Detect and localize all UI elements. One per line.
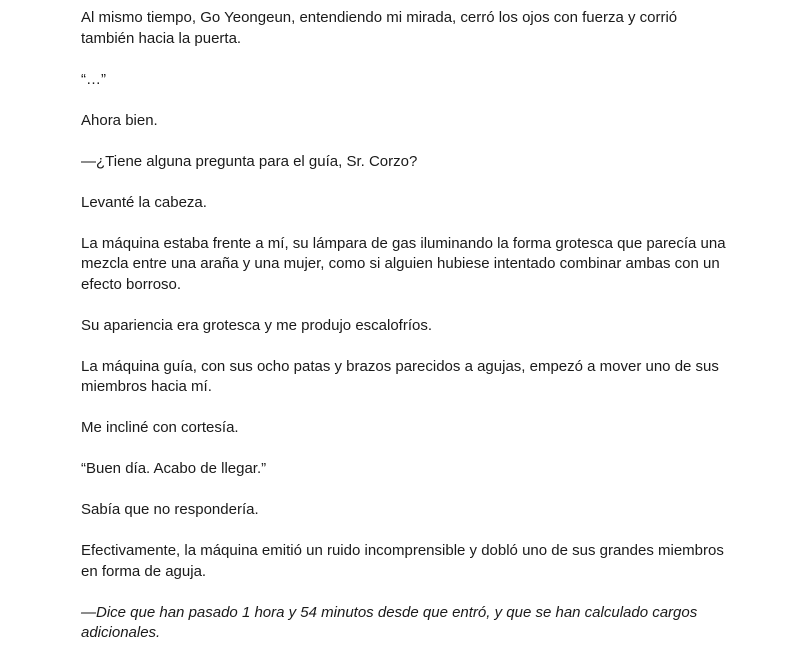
paragraph: “…”	[81, 70, 106, 88]
paragraph: Efectivamente, la máquina emitió un ruido incomprensible y dobló uno de sus grandes miembros en forma de aguja.	[81, 542, 724, 580]
document-body	[81, 8, 731, 664]
paragraph-italic: —Dice que han pasado 1 hora y 54 minutos desde que entró, y que se han calculado cargos adicionales.	[81, 603, 698, 641]
paragraph: La máquina estaba frente a mí, su lámpara de gas iluminando la forma grotesca que parecía una mezcla entre una araña y una mujer, como si alguien hubiese intentado combinar ambas con un efecto borroso.	[81, 234, 726, 293]
paragraph: Al mismo tiempo, Go Yeongeun, entendiendo mi mirada, cerró los ojos con fuerza y corrió también hacia la puerta.	[81, 9, 678, 47]
paragraph: La máquina guía, con sus ocho patas y brazos parecidos a agujas, empezó a mover uno de sus miembros hacia mí.	[81, 357, 719, 395]
paragraph: Me incliné con cortesía.	[81, 419, 239, 436]
paragraph: —¿Tiene alguna pregunta para el guía, Sr. Corzo?	[81, 152, 418, 170]
paragraph: “Buen día. Acabo de llegar.”	[81, 460, 267, 477]
paragraph: Su apariencia era grotesca y me produjo escalofríos.	[81, 316, 433, 334]
paragraph: Ahora bien.	[81, 111, 158, 129]
paragraph: Sabía que no respondería.	[81, 501, 259, 518]
paragraph: Levanté la cabeza.	[81, 193, 207, 211]
